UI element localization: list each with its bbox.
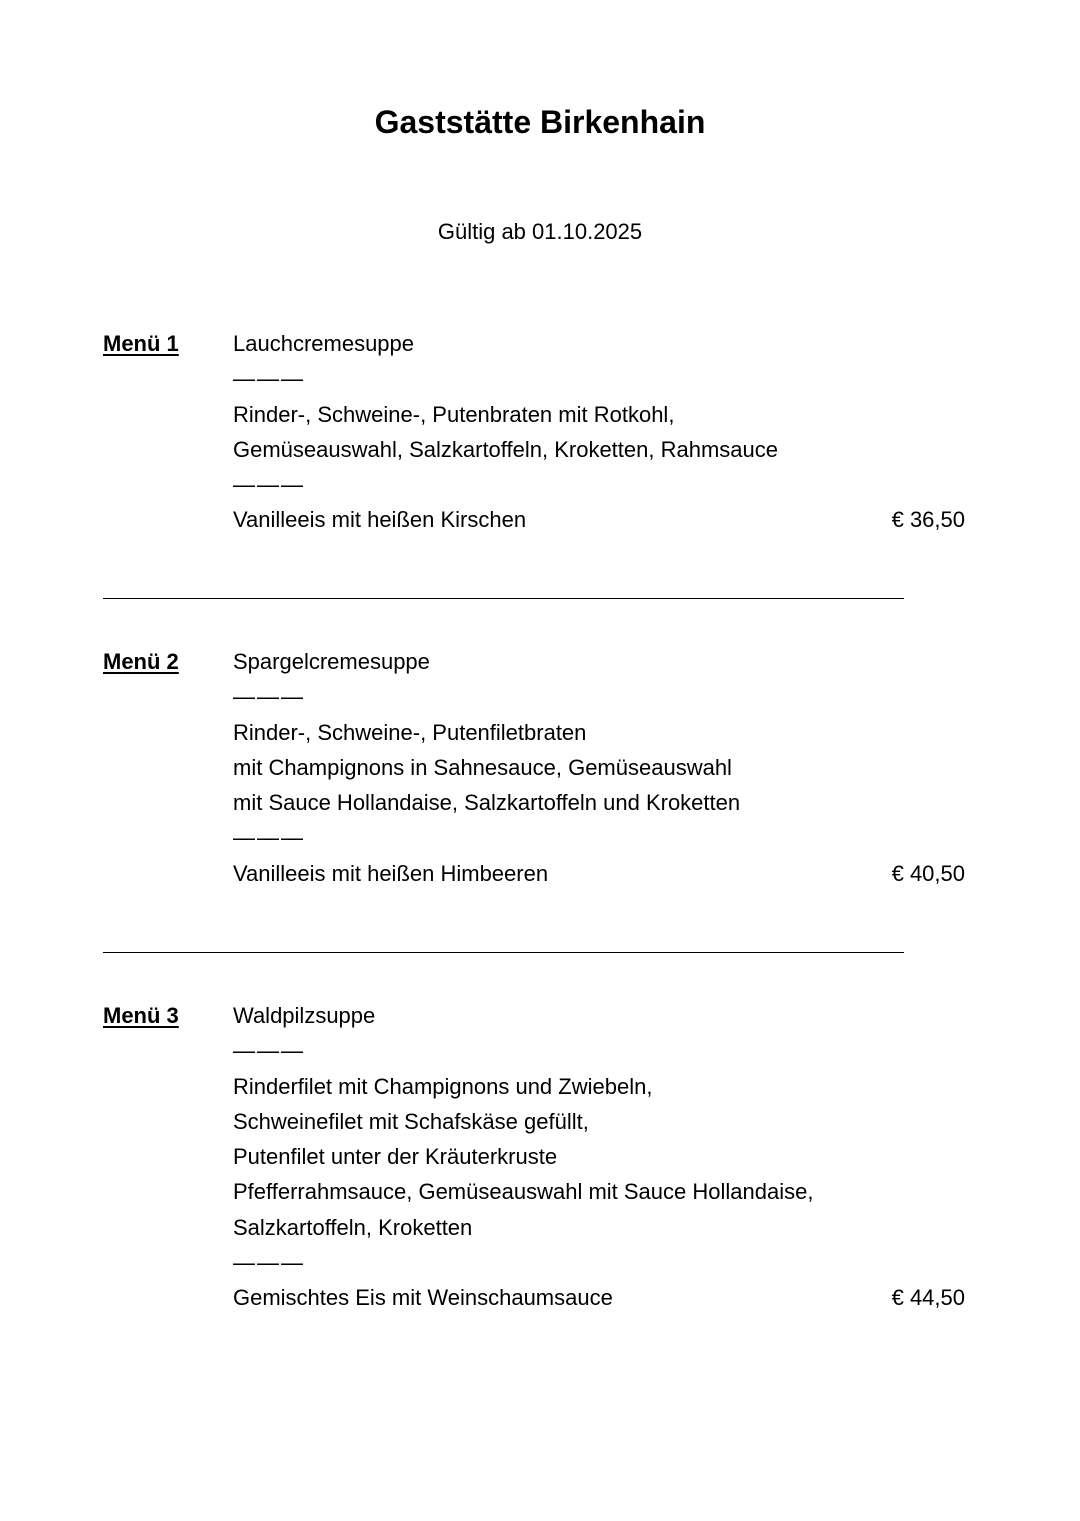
page-title: Gaststätte Birkenhain (374, 104, 706, 140)
menu-1-soup: Lauchcremesuppe (233, 331, 415, 356)
course-separator: ——— (233, 366, 305, 392)
menu-2-courses (233, 644, 873, 891)
menu-3-soup: Waldpilzsuppe (233, 1003, 376, 1028)
menu-3-main-line-4: Pfefferrahmsauce, Gemüseauswahl mit Sauce Hollandaise, (233, 1179, 814, 1205)
menu-1-price: € 36,50 (891, 507, 965, 532)
menu-2-dessert: Vanilleeis mit heißen Himbeeren (233, 860, 549, 886)
menu-3-main-line-3: Putenfilet unter der Kräuterkruste (233, 1144, 558, 1170)
menu-2-label: Menü 2 (103, 649, 179, 674)
menu-3-courses (233, 998, 873, 1316)
course-separator: ——— (233, 684, 305, 710)
divider-line (103, 598, 904, 599)
menu-2-price: € 40,50 (891, 861, 965, 886)
menu-1-courses (233, 326, 873, 538)
divider-line (103, 952, 904, 953)
menu-3-dessert: Gemischtes Eis mit Weinschaumsauce (233, 1285, 613, 1311)
menu-1-main-line-1: Rinder-, Schweine-, Putenbraten mit Rotkohl, (233, 401, 675, 427)
menu-2-main-line-1: Rinder-, Schweine-, Putenfiletbraten (233, 719, 587, 745)
valid-from-date: Gültig ab 01.10.2025 (437, 219, 643, 244)
menu-1-main-line-2: Gemüseauswahl, Salzkartoffeln, Kroketten, Rahmsauce (233, 436, 778, 462)
menu-1-label: Menü 1 (103, 331, 179, 356)
course-separator: ——— (233, 1250, 305, 1276)
course-separator: ——— (233, 1038, 305, 1064)
menu-1-dessert: Vanilleeis mit heißen Kirschen (233, 507, 527, 533)
menu-3-main-line-2: Schweinefilet mit Schafskäse gefüllt, (233, 1108, 589, 1134)
course-separator: ——— (233, 472, 305, 498)
menu-3-main-line-5: Salzkartoffeln, Kroketten (233, 1214, 473, 1240)
menu-2-main-line-2: mit Champignons in Sahnesauce, Gemüseauswahl (233, 754, 732, 780)
menu-2-soup: Spargelcremesuppe (233, 649, 430, 674)
menu-3-price: € 44,50 (891, 1285, 965, 1310)
menu-2-main-line-3: mit Sauce Hollandaise, Salzkartoffeln und Kroketten (233, 790, 741, 816)
menu-3-label: Menü 3 (103, 1003, 179, 1028)
course-separator: ——— (233, 825, 305, 851)
menu-3-main-line-1: Rinderfilet mit Champignons und Zwiebeln, (233, 1073, 653, 1099)
